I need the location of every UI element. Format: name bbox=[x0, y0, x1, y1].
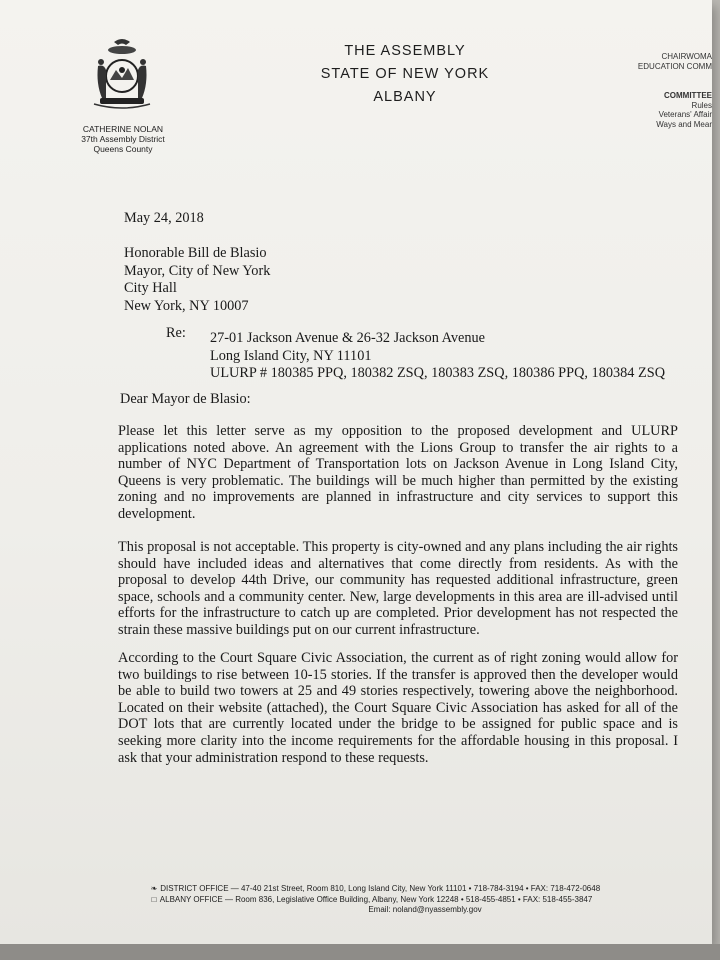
member-name: CATHERINE NOLAN bbox=[82, 124, 164, 134]
new-york-state-seal-icon bbox=[84, 36, 160, 112]
re-subject bbox=[210, 330, 665, 383]
member-district: 37th Assembly District bbox=[81, 134, 165, 144]
body-paragraph-2: This proposal is not acceptable. This property is city-owned and any plans including the air rights should have included ideas and alternatives that come directly from residents. As with the proposal to develop 44th Drive, our community has requested additional infrastructure, green space, schools and a community center. New, large developments in this area are ill-advised until efforts for the infrastructure to catch up are completed. Prior development has not respected the strain these massive buildings put on our current infrastructure. bbox=[118, 539, 678, 638]
district-office-text: DISTRICT OFFICE — 47-40 21st Street, Room 810, Long Island City, New York 11101 • 718-784-3194 • FAX: 718-472-0648 bbox=[160, 884, 601, 893]
member-block bbox=[76, 124, 170, 154]
address-line: Honorable Bill de Blasio bbox=[124, 245, 267, 261]
recipient-address bbox=[124, 245, 270, 315]
body-paragraph-3: According to the Court Square Civic Association, the current as of right zoning would allow for two buildings to rise between 10-15 stories. If the transfer is approved then the developer would be able to build two towers at 25 and 49 stories respectively, towering above the neighborhood. Located on their website (attached), the Court Square Civic Association has asked for all of the DOT lots that are currently located under the bridge to be assigned for public space and is seeking more clarity into the income requirements for the affordable housing in this proposal. I ask that your administration respond to these requests. bbox=[118, 650, 678, 766]
address-line: Mayor, City of New York bbox=[124, 262, 271, 279]
committee-item: Rules bbox=[691, 100, 712, 110]
chair-line-2: EDUCATION COMM bbox=[637, 61, 712, 71]
albany-office-line bbox=[150, 895, 660, 906]
re-line: ULURP # 180385 PPQ, 180382 ZSQ, 180383 ZSQ, 180386 PPQ, 180384 ZSQ bbox=[210, 365, 666, 381]
chair-line-1: CHAIRWOMA bbox=[661, 52, 712, 61]
table-edge bbox=[0, 944, 720, 960]
committee-item: Ways and Mear bbox=[656, 119, 712, 129]
title-line-3: ALBANY bbox=[373, 89, 437, 105]
albany-office-text: ALBANY OFFICE — Room 836, Legislative Office Building, Albany, New York 12248 • 518-455-4851 • FAX: 518-455-3847 bbox=[159, 894, 593, 904]
re-label: Re: bbox=[166, 325, 186, 341]
address-line: City Hall bbox=[124, 280, 177, 296]
re-line: Long Island City, NY 11101 bbox=[210, 347, 372, 364]
leaf-bullet-icon: ❧ bbox=[150, 884, 158, 893]
district-office-line bbox=[150, 884, 660, 895]
salutation: Dear Mayor de Blasio: bbox=[120, 391, 251, 407]
title-line-1: THE ASSEMBLY bbox=[344, 43, 466, 59]
member-county: Queens County bbox=[93, 144, 153, 154]
body-paragraph-1: Please let this letter serve as my opposition to the proposed development and ULURP applications noted above. An agreement with the Lions Group to transfer the air rights to a number of NYC Department of Transportation lots on Jackson Avenue in Long Island City, Queens is very problematic. The buildings will be much higher than permitted by the existing zoning and no improvements are planned in infrastructure and city services to support this development. bbox=[118, 423, 678, 522]
office-email[interactable]: Email: noland@nyassembly.gov bbox=[368, 905, 482, 914]
committees-heading: COMMITTEE bbox=[664, 91, 712, 100]
re-line: 27-01 Jackson Avenue & 26-32 Jackson Avenue bbox=[210, 330, 486, 346]
square-bullet-icon: □ bbox=[151, 894, 157, 904]
title-line-2: STATE OF NEW YORK bbox=[320, 66, 490, 82]
committee-item: Veterans' Affair bbox=[658, 110, 712, 119]
office-footer bbox=[150, 884, 660, 916]
letterhead-title bbox=[300, 40, 510, 109]
address-line: New York, NY 10007 bbox=[124, 297, 249, 314]
committee-column bbox=[606, 52, 712, 129]
letter-date: May 24, 2018 bbox=[124, 210, 204, 226]
